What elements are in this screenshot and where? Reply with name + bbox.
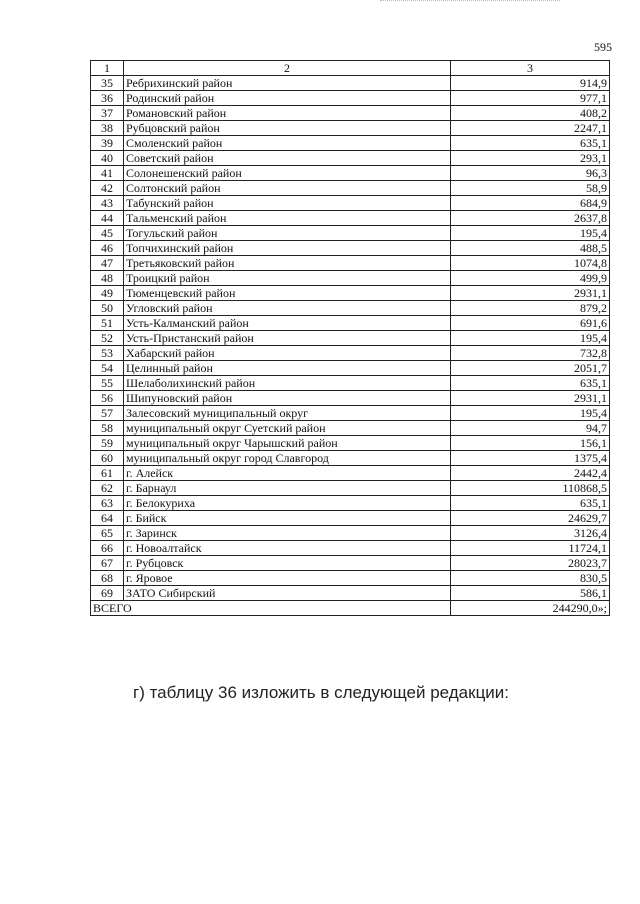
row-number: 55: [91, 376, 124, 391]
allocation-amount: 732,8: [451, 346, 610, 361]
row-number: 56: [91, 391, 124, 406]
row-number: 67: [91, 556, 124, 571]
municipality-name: Шелаболихинский район: [124, 376, 451, 391]
table-header-row: [91, 61, 610, 76]
municipality-name: Шипуновский район: [124, 391, 451, 406]
row-number: 68: [91, 571, 124, 586]
allocation-amount: 195,4: [451, 226, 610, 241]
municipality-name: Рубцовский район: [124, 121, 451, 136]
row-number: 61: [91, 466, 124, 481]
table-row: [91, 241, 610, 256]
table-row: [91, 526, 610, 541]
row-number: 63: [91, 496, 124, 511]
municipality-name: Усть-Калманский район: [124, 316, 451, 331]
row-number: 46: [91, 241, 124, 256]
table-row: [91, 211, 610, 226]
municipality-name: г. Бийск: [124, 511, 451, 526]
allocation-amount: 408,2: [451, 106, 610, 121]
amendment-note: г) таблицу 36 изложить в следующей редакции:: [133, 683, 510, 702]
allocation-amount: 96,3: [451, 166, 610, 181]
municipality-name: Хабарский район: [124, 346, 451, 361]
table-row: [91, 406, 610, 421]
table-row: [91, 286, 610, 301]
municipality-name: Тогульский район: [124, 226, 451, 241]
allocation-amount: 58,9: [451, 181, 610, 196]
municipality-name: Смоленский район: [124, 136, 451, 151]
row-number: 53: [91, 346, 124, 361]
row-number: 36: [91, 91, 124, 106]
allocation-amount: 977,1: [451, 91, 610, 106]
table-row: [91, 76, 610, 91]
municipality-name: Советский район: [124, 151, 451, 166]
row-number: 44: [91, 211, 124, 226]
scan-artifact-line: [380, 0, 560, 3]
row-number: 62: [91, 481, 124, 496]
row-number: 45: [91, 226, 124, 241]
allocation-amount: 2442,4: [451, 466, 610, 481]
allocation-amount: 586,1: [451, 586, 610, 601]
row-number: 35: [91, 76, 124, 91]
municipality-name: Ребрихинский район: [124, 76, 451, 91]
municipality-name: Угловский район: [124, 301, 451, 316]
allocation-amount: 2051,7: [451, 361, 610, 376]
table-row: [91, 226, 610, 241]
row-number: 48: [91, 271, 124, 286]
municipality-name: Солонешенский район: [124, 166, 451, 181]
table-row: [91, 166, 610, 181]
allocation-amount: 635,1: [451, 376, 610, 391]
row-number: 52: [91, 331, 124, 346]
row-number: 58: [91, 421, 124, 436]
table-row: [91, 511, 610, 526]
allocation-amount: 879,2: [451, 301, 610, 316]
municipality-name: Тальменский район: [124, 211, 451, 226]
allocation-amount: 691,6: [451, 316, 610, 331]
row-number: 39: [91, 136, 124, 151]
column-header-number: 1: [91, 61, 124, 76]
municipality-name: Залесовский муниципальный округ: [124, 406, 451, 421]
municipality-name: муниципальный округ Чарышский район: [124, 436, 451, 451]
allocation-amount: 2931,1: [451, 286, 610, 301]
allocation-amount: 24629,7: [451, 511, 610, 526]
column-header-sum: 3: [451, 61, 610, 76]
row-number: 50: [91, 301, 124, 316]
row-number: 64: [91, 511, 124, 526]
table-row: [91, 541, 610, 556]
municipality-name: г. Рубцовск: [124, 556, 451, 571]
municipality-name: Родинский район: [124, 91, 451, 106]
table-row: [91, 496, 610, 511]
table-row: [91, 391, 610, 406]
total-label: ВСЕГО: [91, 601, 451, 616]
municipality-name: г. Новоалтайск: [124, 541, 451, 556]
row-number: 43: [91, 196, 124, 211]
row-number: 49: [91, 286, 124, 301]
allocation-amount: 2247,1: [451, 121, 610, 136]
municipality-name: Топчихинский район: [124, 241, 451, 256]
row-number: 40: [91, 151, 124, 166]
municipality-name: Солтонский район: [124, 181, 451, 196]
municipality-name: муниципальный округ город Славгород: [124, 451, 451, 466]
municipality-name: г. Барнаул: [124, 481, 451, 496]
row-number: 54: [91, 361, 124, 376]
allocation-amount: 830,5: [451, 571, 610, 586]
table-row: [91, 331, 610, 346]
column-header-name: 2: [124, 61, 451, 76]
table-row: [91, 151, 610, 166]
municipality-name: г. Белокуриха: [124, 496, 451, 511]
row-number: 66: [91, 541, 124, 556]
allocation-amount: 156,1: [451, 436, 610, 451]
table-row: [91, 361, 610, 376]
table-row: [91, 436, 610, 451]
total-value: 244290,0»;: [451, 601, 610, 616]
allocation-amount: 3126,4: [451, 526, 610, 541]
municipality-name: Троицкий район: [124, 271, 451, 286]
allocation-amount: 94,7: [451, 421, 610, 436]
allocation-amount: 195,4: [451, 406, 610, 421]
table-row: [91, 121, 610, 136]
municipality-name: Романовский район: [124, 106, 451, 121]
table-row: [91, 106, 610, 121]
row-number: 57: [91, 406, 124, 421]
allocation-amount: 488,5: [451, 241, 610, 256]
allocation-amount: 11724,1: [451, 541, 610, 556]
row-number: 41: [91, 166, 124, 181]
row-number: 37: [91, 106, 124, 121]
table-row: [91, 481, 610, 496]
table-row: [91, 256, 610, 271]
table-row: [91, 466, 610, 481]
table-row: [91, 571, 610, 586]
table-row: [91, 136, 610, 151]
row-number: 38: [91, 121, 124, 136]
row-number: 47: [91, 256, 124, 271]
municipality-name: Усть-Пристанский район: [124, 331, 451, 346]
table-row: [91, 316, 610, 331]
table-row: [91, 421, 610, 436]
row-number: 65: [91, 526, 124, 541]
municipality-name: Тюменцевский район: [124, 286, 451, 301]
allocation-table: [90, 60, 610, 616]
table-row: [91, 301, 610, 316]
allocation-amount: 110868,5: [451, 481, 610, 496]
allocation-amount: 195,4: [451, 331, 610, 346]
page-number: 595: [594, 40, 612, 54]
municipality-name: г. Яровое: [124, 571, 451, 586]
allocation-amount: 635,1: [451, 136, 610, 151]
allocation-amount: 1375,4: [451, 451, 610, 466]
allocation-amount: 684,9: [451, 196, 610, 211]
allocation-amount: 499,9: [451, 271, 610, 286]
allocation-amount: 2637,8: [451, 211, 610, 226]
municipality-name: г. Алейск: [124, 466, 451, 481]
table-row: [91, 91, 610, 106]
allocation-amount: 2931,1: [451, 391, 610, 406]
row-number: 69: [91, 586, 124, 601]
table-row: [91, 376, 610, 391]
table-row: [91, 556, 610, 571]
row-number: 59: [91, 436, 124, 451]
table-row: [91, 346, 610, 361]
municipality-name: Целинный район: [124, 361, 451, 376]
allocation-amount: 293,1: [451, 151, 610, 166]
table-row: [91, 451, 610, 466]
allocation-amount: 28023,7: [451, 556, 610, 571]
allocation-amount: 635,1: [451, 496, 610, 511]
row-number: 42: [91, 181, 124, 196]
municipality-name: г. Заринск: [124, 526, 451, 541]
table-row: [91, 271, 610, 286]
table-row: [91, 196, 610, 211]
municipality-name: ЗАТО Сибирский: [124, 586, 451, 601]
allocation-amount: 1074,8: [451, 256, 610, 271]
allocation-amount: 914,9: [451, 76, 610, 91]
table-row: [91, 586, 610, 601]
row-number: 60: [91, 451, 124, 466]
table-row: [91, 181, 610, 196]
municipality-name: муниципальный округ Суетский район: [124, 421, 451, 436]
municipality-name: Третьяковский район: [124, 256, 451, 271]
municipality-name: Табунский район: [124, 196, 451, 211]
row-number: 51: [91, 316, 124, 331]
total-row: [91, 601, 610, 616]
